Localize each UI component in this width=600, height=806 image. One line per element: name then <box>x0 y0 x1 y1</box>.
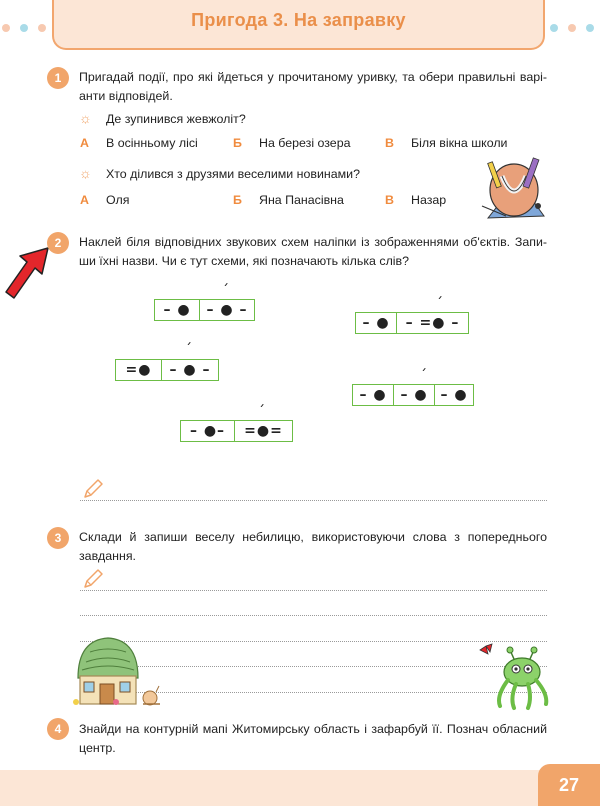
scheme-syllable: – ● – <box>199 300 254 320</box>
task-2-text: Наклей біля відповідних звукових схем наліпки із зображеннями об'єктів. Запи-ши їхні назви. Чи є тут схеми, які позначають кілька слів? <box>79 235 547 268</box>
sun-bullet-icon: ☼ <box>79 110 92 126</box>
sound-scheme-4[interactable] <box>352 384 474 406</box>
task-3-number: 3 <box>47 527 69 549</box>
decor-dots-right <box>548 22 600 34</box>
scheme-syllable: – ● <box>393 385 434 405</box>
q2-option-a[interactable]: Оля <box>106 193 130 207</box>
stress-mark: ´ <box>420 368 427 384</box>
pencil-icon <box>82 568 104 590</box>
task-1-number: 1 <box>47 67 69 89</box>
pencil-icon <box>82 478 104 500</box>
q1-option-c-letter: В <box>385 136 394 150</box>
task-1-question-2: Хто ділився з друзями веселими новинами? <box>106 167 360 181</box>
q1-option-b-letter: Б <box>233 136 242 150</box>
q2-option-b[interactable]: Яна Панасівна <box>259 193 344 207</box>
task-1-question-1: Де зупинився жевжоліт? <box>106 112 246 126</box>
task-1-text: Пригадай події, про які йдеться у прочитаному уривку, та обери правильні варі-анти відповідей. <box>79 70 547 103</box>
decor-dots-left <box>0 22 60 34</box>
sound-scheme-1[interactable] <box>154 299 255 321</box>
stress-mark: ´ <box>436 296 443 312</box>
q2-option-c-letter: В <box>385 193 394 207</box>
page-title: Пригода 3. На заправку <box>191 10 406 30</box>
house-illustration <box>68 636 168 708</box>
stress-mark: ´ <box>222 283 229 299</box>
task-3-text: Склади й запиши веселу небилицю, використовуючи слова з попереднього завдання. <box>79 530 547 563</box>
scheme-syllable: =● <box>125 362 152 378</box>
stress-mark: ´ <box>185 342 192 358</box>
task-4-text: Знайди на контурній мапі Житомирську область і зафарбуй її. Познач обласний центр. <box>79 722 547 755</box>
scheme-syllable: – ●– <box>189 423 226 439</box>
q2-option-a-letter: А <box>80 193 89 207</box>
footer-band <box>0 770 600 806</box>
scheme-syllable: – ● – <box>161 360 218 380</box>
q2-option-c[interactable]: Назар <box>411 193 447 207</box>
q1-option-c[interactable]: Біля вікна школи <box>411 136 508 150</box>
q2-option-b-letter: Б <box>233 193 242 207</box>
writing-line[interactable] <box>80 615 547 616</box>
page-number: 27 <box>538 764 600 806</box>
scheme-syllable: – ● <box>362 315 390 331</box>
writing-line[interactable] <box>80 590 547 591</box>
sound-scheme-5[interactable] <box>180 420 293 442</box>
writing-line[interactable] <box>80 500 547 501</box>
stress-mark: ´ <box>258 404 265 420</box>
task-2-number: 2 <box>47 232 69 254</box>
red-arrow-icon <box>2 244 52 302</box>
scheme-syllable: =●= <box>234 421 292 441</box>
alien-illustration <box>470 642 554 712</box>
scheme-syllable: – ● <box>359 387 387 403</box>
sound-scheme-2[interactable] <box>355 312 469 334</box>
task-4-number: 4 <box>47 718 69 740</box>
scheme-syllable: – ● <box>434 385 473 405</box>
scheme-syllable: – ● <box>163 302 191 318</box>
sound-scheme-3[interactable] <box>115 359 219 381</box>
q1-option-b[interactable]: На березі озера <box>259 136 351 150</box>
q1-option-a[interactable]: В осінньому лісі <box>106 136 198 150</box>
sun-bullet-icon: ☼ <box>79 165 92 181</box>
backpack-illustration <box>478 150 554 226</box>
q1-option-a-letter: А <box>80 136 89 150</box>
page-title-tab <box>52 0 545 50</box>
scheme-syllable: – =● – <box>396 313 468 333</box>
